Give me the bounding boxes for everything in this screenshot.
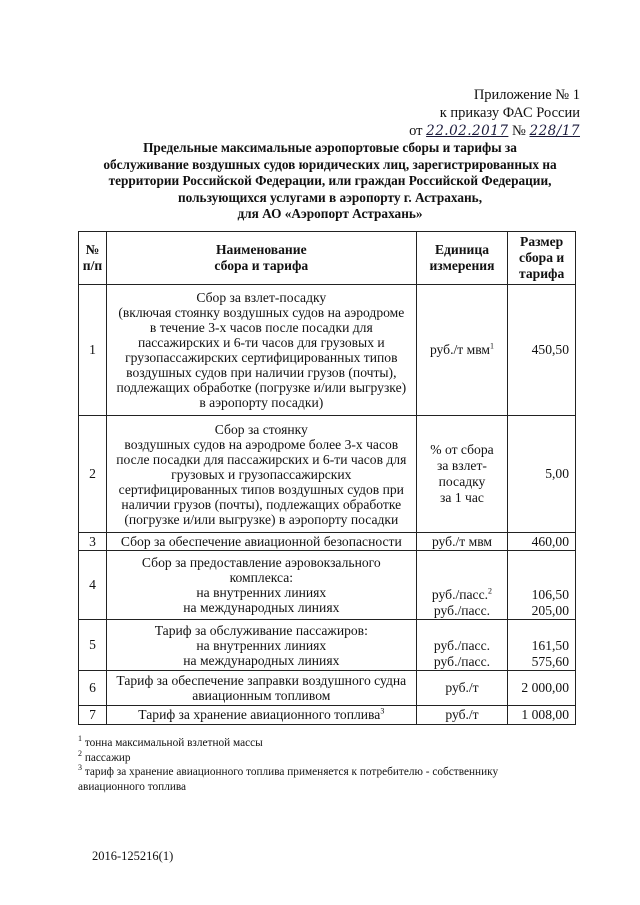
table-row bbox=[79, 533, 576, 551]
document-title bbox=[70, 140, 590, 223]
title-line: Предельные максимальные аэропортовые сборы и тарифы за bbox=[143, 140, 517, 155]
appendix-header bbox=[400, 86, 580, 140]
row-num: 5 bbox=[79, 620, 107, 671]
header-num: № п/п bbox=[79, 232, 107, 285]
handwritten-date: 22.02.2017 bbox=[426, 123, 509, 139]
footnote: $^2$ пассажир bbox=[78, 748, 131, 764]
appendix-title: Приложение № 1 bbox=[473, 87, 580, 103]
footnote-continuation: авиационного топлива bbox=[78, 780, 187, 793]
row-num: 2 bbox=[79, 416, 107, 533]
title-line: обслуживание воздушных судов юридических лиц, зарегистрированных на bbox=[103, 156, 557, 172]
row-value: 106,50 205,00 bbox=[508, 551, 576, 620]
row-unit: % от сбора за взлет- посадку за 1 час bbox=[416, 416, 508, 533]
footnote: $^3$ тариф за хранение авиационного топлива применяется к потребителю - собственнику bbox=[78, 763, 499, 778]
row-value: 460,00 bbox=[508, 533, 576, 551]
row-num: 1 bbox=[79, 285, 107, 416]
row-name: Сбор за стоянку воздушных судов на аэродроме более 3-х часов после посадки для пассажирских и 6-ти часов для грузовых и грузопассажирских сертифицированных типов воздушных судов при наличии грузов (почты), подлежащих обработке (погрузке и/или выгрузке) в аэропорту посадки bbox=[106, 416, 416, 533]
header-unit: Единица измерения bbox=[416, 232, 508, 285]
row-value: 5,00 bbox=[508, 416, 576, 533]
header-size: Размер сбора и тарифа bbox=[508, 232, 576, 285]
row-unit: руб./т мвм$^1$ bbox=[416, 285, 508, 416]
row-num: 3 bbox=[79, 533, 107, 551]
handwritten-number: 228/17 bbox=[529, 123, 580, 139]
row-unit: руб./пасс. руб./пасс. bbox=[416, 620, 508, 671]
row-name: Сбор за взлет-посадку (включая стоянку воздушных судов на аэродроме в течение 3-х часов после посадки для пассажирских и 6-ти часов для грузовых и грузопассажирских сертифицированных типов воздушных судов при наличии грузов (почты), подлежащих обработке (погрузке и/или выгрузке) в аэропорту посадки) bbox=[106, 285, 416, 416]
document-number: 2016-125216(1) bbox=[92, 849, 174, 863]
appendix-date-number bbox=[400, 122, 580, 140]
row-unit: руб./т bbox=[416, 706, 508, 725]
row-num: 7 bbox=[79, 706, 107, 725]
header-name: Наименование сбора и тарифа bbox=[106, 232, 416, 285]
row-value: 450,50 bbox=[508, 285, 576, 416]
row-name: Сбор за предоставление аэровокзального комплекса: на внутренних линиях на международных линиях bbox=[106, 551, 416, 620]
row-unit: руб./т bbox=[416, 671, 508, 706]
table-row bbox=[79, 551, 576, 620]
row-value: 1 008,00 bbox=[508, 706, 576, 725]
table-header-row bbox=[79, 232, 576, 285]
row-num: 6 bbox=[79, 671, 107, 706]
table-row bbox=[79, 706, 576, 725]
title-line: пользующихся услугами в аэропорту г. Астрахань, bbox=[177, 189, 483, 205]
table-row bbox=[79, 416, 576, 533]
row-value: 2 000,00 bbox=[508, 671, 576, 706]
table-row bbox=[79, 285, 576, 416]
footnotes bbox=[78, 736, 598, 794]
row-unit: руб./пасс.$^2$ руб./пасс. bbox=[416, 551, 508, 620]
table-row bbox=[79, 620, 576, 671]
row-num: 4 bbox=[79, 551, 107, 620]
row-name: Тариф за обеспечение заправки воздушного судна авиационным топливом bbox=[106, 671, 416, 706]
footnote: $^1$ тонна максимальной взлетной массы bbox=[78, 734, 263, 749]
row-unit: руб./т мвм bbox=[416, 533, 508, 551]
title-line: для АО «Аэропорт Астрахань» bbox=[237, 206, 423, 221]
table-row bbox=[79, 671, 576, 706]
number-prefix: № bbox=[512, 123, 526, 139]
title-line: территории Российской Федерации, или граждан Российской Федерации, bbox=[108, 173, 552, 188]
appendix-order-ref: к приказу ФАС России bbox=[439, 105, 580, 121]
tariff-table bbox=[78, 231, 576, 725]
row-name: Сбор за обеспечение авиационной безопасности bbox=[106, 533, 416, 551]
row-value: 161,50 575,60 bbox=[508, 620, 576, 671]
row-name: Тариф за хранение авиационного топлива$^3$ bbox=[106, 706, 416, 725]
date-prefix: от bbox=[409, 123, 423, 139]
row-name: Тариф за обслуживание пассажиров: на внутренних линиях на международных линиях bbox=[106, 620, 416, 671]
